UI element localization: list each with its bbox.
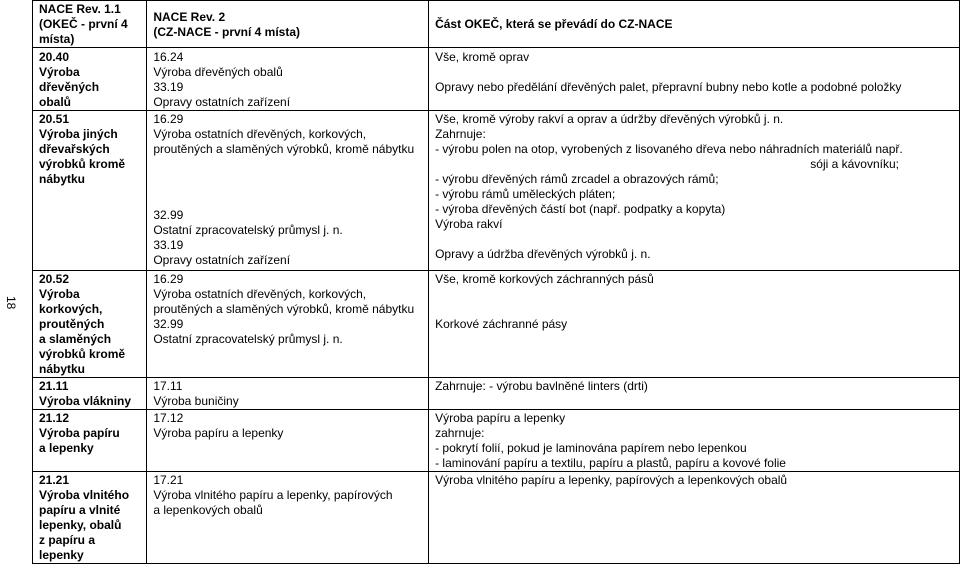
nace2-cell <box>147 472 429 564</box>
header-line: (CZ-NACE - první 4 místa) <box>153 24 301 39</box>
okec-part-cell <box>429 271 960 378</box>
okec-part-text: - výrobu dřevěných rámů zrcadel a obrazových rámů; <box>435 172 719 186</box>
nace2-cell <box>147 271 429 378</box>
okec-part-text: Zahrnuje: - výrobu bavlněné linters (drti) <box>435 379 648 393</box>
table-row <box>33 48 960 111</box>
nace11-cell <box>33 410 147 472</box>
okec-part-text: Výroba rakví <box>435 217 503 231</box>
nace2-title: Opravy ostatních zařízení <box>153 253 291 267</box>
okec-part-text: - laminování papíru a textilu, papíru a plastů, papíru a kovové folie <box>435 456 786 470</box>
nace2-code: 33.19 <box>153 80 184 94</box>
nace11-title: obalů <box>39 95 71 109</box>
nace2-code: 16.29 <box>153 272 184 286</box>
header-nace11 <box>33 1 147 48</box>
okec-part-cell <box>429 111 960 271</box>
nace2-code: 32.99 <box>153 208 184 222</box>
nace2-title: Výroba dřevěných obalů <box>153 65 283 79</box>
header-line: NACE Rev. 1.1 <box>39 2 121 16</box>
nace2-title: Výroba ostatních dřevěných, korkových, <box>153 287 367 301</box>
nace11-title: a lepenky <box>39 441 94 455</box>
nace11-code: 21.21 <box>39 473 70 487</box>
nace11-cell <box>33 111 147 271</box>
nace11-title: nábytku <box>39 172 86 186</box>
okec-part-text: Výroba papíru a lepenky <box>435 411 566 425</box>
nace-correspondence-table <box>32 0 960 564</box>
nace2-title: a lepenkových obalů <box>153 503 263 517</box>
nace2-cell <box>147 111 429 271</box>
nace11-cell <box>33 472 147 564</box>
okec-part-cell <box>429 378 960 410</box>
nace2-code: 33.19 <box>153 238 184 252</box>
nace2-title: Výroba vlnitého papíru a lepenky, papírových <box>153 488 393 502</box>
table-row <box>33 378 960 410</box>
okec-part-text: Zahrnuje: <box>435 127 486 141</box>
table-row <box>33 111 960 271</box>
nace2-title: Opravy ostatních zařízení <box>153 95 291 109</box>
okec-part-text: Opravy nebo předělání dřevěných palet, přepravní bubny nebo kotle a podobné položky <box>435 80 902 94</box>
nace11-code: 20.51 <box>39 112 70 126</box>
nace2-code: 17.12 <box>153 411 184 425</box>
nace2-code: 17.21 <box>153 473 184 487</box>
header-nace2 <box>147 1 429 48</box>
nace11-title: Výroba vlnitého <box>39 488 130 502</box>
nace11-code: 21.12 <box>39 411 70 425</box>
nace2-cell <box>147 378 429 410</box>
nace2-title: proutěných a slaměných výrobků, kromě nábytku <box>153 302 415 316</box>
header-okec-part <box>429 1 960 48</box>
okec-part-text: Korkové záchranné pásy <box>435 317 568 331</box>
okec-part-text: - výroba dřevěných částí bot (např. podpatky a kopyta) <box>435 202 726 216</box>
okec-part-text: Opravy a údržba dřevěných výrobků j. n. <box>435 247 651 261</box>
page-number: 18 <box>4 296 18 310</box>
okec-part-cell <box>429 472 960 564</box>
okec-part-text: - výrobu polen na otop, vyrobených z lisovaného dřeva nebo náhradních materiálů např. <box>435 142 903 156</box>
okec-part-text: zahrnuje: <box>435 426 485 440</box>
table-row <box>33 410 960 472</box>
nace2-title: Výroba papíru a lepenky <box>153 426 284 440</box>
okec-part-text: Vše, kromě oprav <box>435 50 530 64</box>
nace11-title: nábytku <box>39 362 86 376</box>
nace2-code: 17.11 <box>153 379 183 393</box>
nace11-title: lepenky, obalů <box>39 518 122 532</box>
nace2-title: Výroba ostatních dřevěných, korkových, <box>153 127 367 141</box>
nace11-title: výrobků kromě <box>39 157 126 171</box>
table-row <box>33 472 960 564</box>
nace11-title: Výroba vlákniny <box>39 394 132 408</box>
header-line: (OKEČ - první 4 <box>39 17 128 31</box>
header-line: místa) <box>39 32 75 46</box>
nace11-title: Výroba korkových, <box>39 287 103 316</box>
okec-part-text: Vše, kromě korkových záchranných pásů <box>435 272 654 286</box>
table-row <box>33 271 960 378</box>
nace2-code: 32.99 <box>153 317 184 331</box>
okec-part-cell <box>429 410 960 472</box>
nace11-cell <box>33 271 147 378</box>
nace2-code: 16.29 <box>153 112 184 126</box>
header-line: NACE Rev. 2 <box>153 9 226 24</box>
okec-part-text: Vše, kromě výroby rakví a oprav a údržby dřevěných výrobků j. n. <box>435 112 784 126</box>
nace11-title: Výroba dřevěných <box>39 65 100 94</box>
nace11-title: z papíru a lepenky <box>39 533 99 562</box>
okec-part-cell <box>429 48 960 111</box>
nace2-title: proutěných a slaměných výrobků, kromě nábytku <box>153 142 415 156</box>
nace11-title: výrobků kromě <box>39 347 126 361</box>
nace11-code: 20.52 <box>39 272 70 286</box>
okec-part-text: sóji a kávovníku; <box>810 157 899 171</box>
nace11-title: Výroba jiných <box>39 127 118 141</box>
nace11-title: proutěných <box>39 317 105 331</box>
nace11-title: a slaměných <box>39 332 112 346</box>
nace11-code: 21.11 <box>39 379 69 393</box>
nace11-title: dřevařských <box>39 142 110 156</box>
table-header-row <box>33 1 960 48</box>
okec-part-text: - výrobu rámů uměleckých pláten; <box>435 187 616 201</box>
nace11-cell <box>33 48 147 111</box>
header-line: Část OKEČ, která se převádí do CZ-NACE <box>435 17 673 31</box>
nace2-cell <box>147 410 429 472</box>
nace2-title: Ostatní zpracovatelský průmysl j. n. <box>153 332 343 346</box>
nace11-title: papíru a vlnité <box>39 503 121 517</box>
nace11-title: Výroba papíru <box>39 426 120 440</box>
nace11-code: 20.40 <box>39 50 70 64</box>
okec-part-text: Výroba vlnitého papíru a lepenky, papírových a lepenkových obalů <box>435 473 788 487</box>
nace2-code: 16.24 <box>153 50 184 64</box>
okec-part-text: - pokrytí folií, pokud je laminována papírem nebo lepenkou <box>435 441 747 455</box>
nace2-title: Výroba buničiny <box>153 394 239 408</box>
nace2-cell <box>147 48 429 111</box>
nace2-title: Ostatní zpracovatelský průmysl j. n. <box>153 223 343 237</box>
nace11-cell <box>33 378 147 410</box>
